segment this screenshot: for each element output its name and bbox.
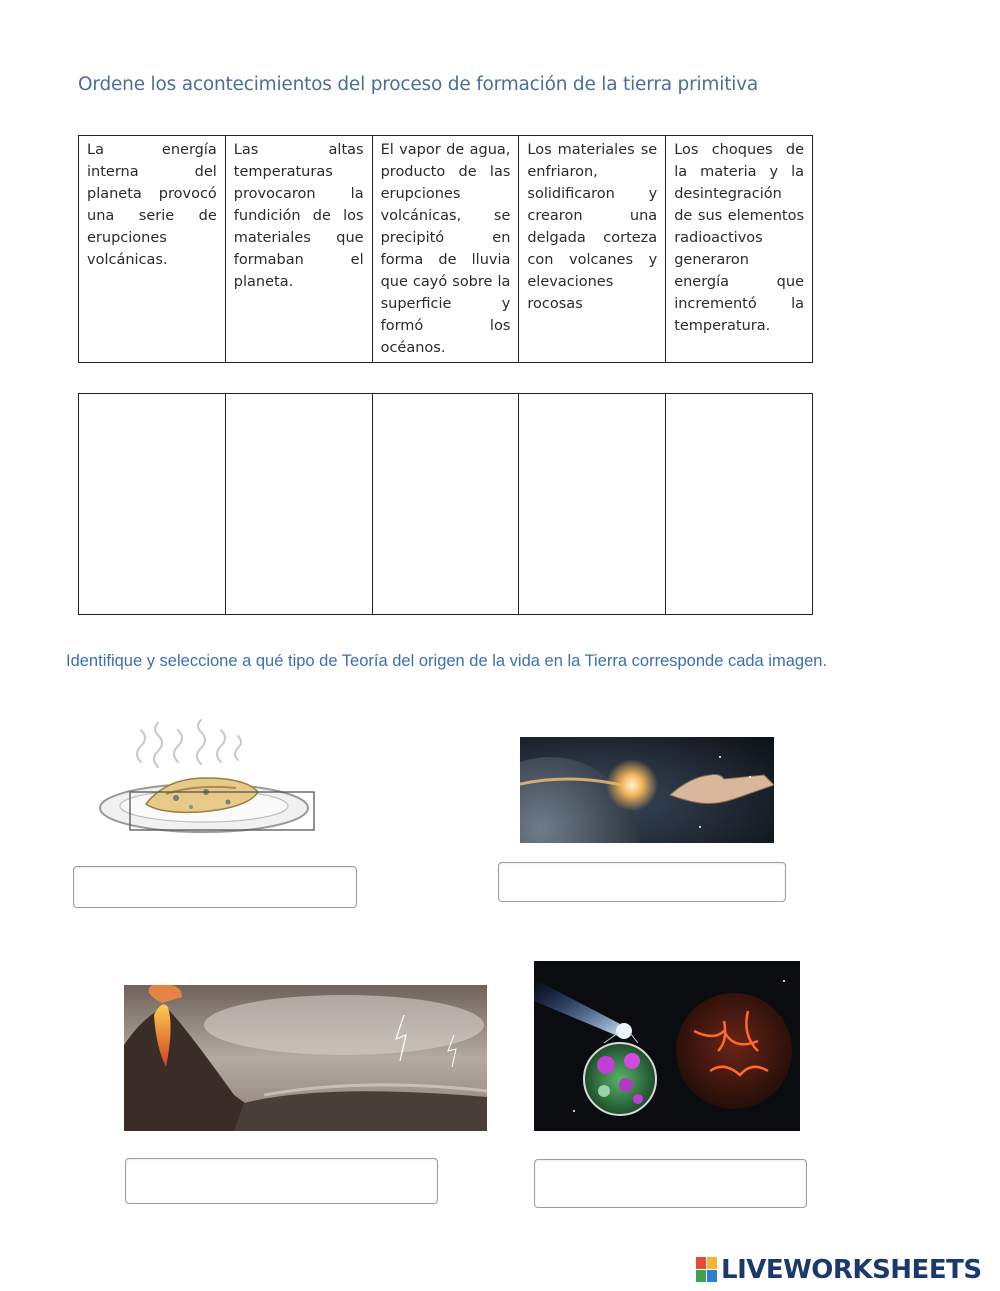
order-drop-slot[interactable]: [79, 394, 226, 615]
event-cell: Las altas temperaturas provocaron la fundición de los materiales que formaban el planeta.: [225, 136, 372, 363]
event-cell: Los choques de la materia y la desintegración de sus elementos radioactivos generaron energía que incrementó la temperatura.: [666, 136, 813, 363]
chemical-evolution-image: [124, 985, 487, 1131]
order-drop-slot[interactable]: [519, 394, 666, 615]
theory-answer-input-1[interactable]: [73, 866, 357, 908]
event-cell: La energía interna del planeta provocó una serie de erupciones volcánicas.: [79, 136, 226, 363]
order-drop-slot[interactable]: [225, 394, 372, 615]
event-cell: Los materiales se enfriaron, solidificaron y crearon una delgada corteza con volcanes y elevaciones rocosas: [519, 136, 666, 363]
brand-name: LIVEWORKSHEETS: [721, 1255, 982, 1285]
section2-title: Identifique y seleccione a qué tipo de Teoría del origen de la vida en la Tierra corresponde cada imagen.: [66, 652, 828, 670]
section1-title: Ordene los acontecimientos del proceso de formación de la tierra primitiva: [78, 74, 759, 95]
theory-answer-input-4[interactable]: [534, 1159, 807, 1208]
order-drop-slot[interactable]: [666, 394, 813, 615]
order-drop-slot[interactable]: [372, 394, 519, 615]
liveworksheets-logo-icon: [696, 1257, 718, 1283]
liveworksheets-logo: [696, 1254, 982, 1286]
event-cell: El vapor de agua, producto de las erupciones volcánicas, se precipitó en forma de lluvia que cayó sobre la superficie y formó los océanos.: [372, 136, 519, 363]
theory-answer-input-2[interactable]: [498, 862, 786, 902]
order-answer-table: [78, 393, 813, 615]
theory-answer-input-3[interactable]: [125, 1158, 438, 1204]
spontaneous-generation-image: [96, 712, 318, 842]
creationism-image: [520, 737, 774, 843]
events-table: [78, 135, 813, 363]
panspermia-image: [534, 961, 800, 1131]
